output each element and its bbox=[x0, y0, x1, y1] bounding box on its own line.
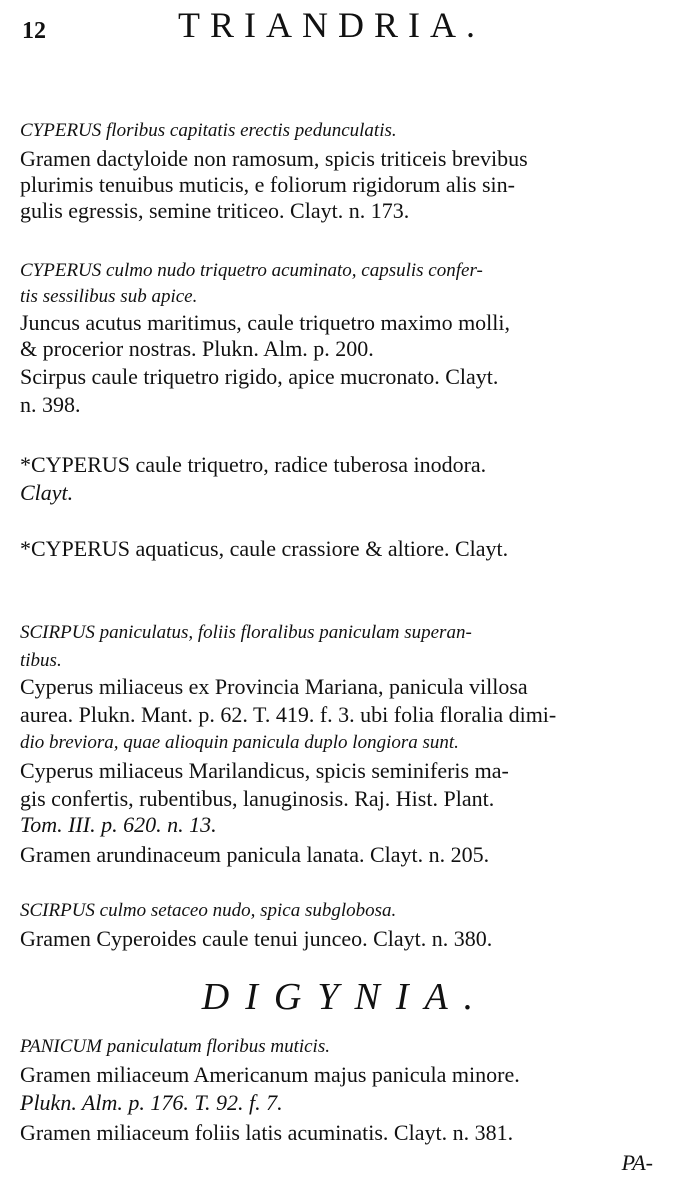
entry-line: Tom. III. p. 620. n. 13. bbox=[20, 812, 217, 837]
entry-line: & procerior nostras. Plukn. Alm. p. 200. bbox=[20, 336, 374, 361]
entry-line: aurea. Plukn. Mant. p. 62. T. 419. f. 3. ubi folia floralia dimi- bbox=[20, 702, 557, 727]
entry-line: n. 398. bbox=[20, 392, 81, 417]
entry-line: Cyperus miliaceus Marilandicus, spicis seminiferis ma- bbox=[20, 758, 509, 783]
entry-line: Gramen dactyloide non ramosum, spicis triticeis brevibus bbox=[20, 146, 528, 171]
entry-line: gis confertis, rubentibus, lanuginosis. Raj. Hist. Plant. bbox=[20, 786, 495, 811]
entry-line: Juncus acutus maritimus, caule triquetro maximo molli, bbox=[20, 310, 511, 335]
entry-line: Scirpus caule triquetro rigido, apice mucronato. Clayt. bbox=[20, 364, 499, 389]
entry-line: Clayt. bbox=[20, 480, 74, 505]
entry-heading: SCIRPUS culmo setaceo nudo, spica subglobosa. bbox=[20, 900, 397, 921]
entry-line: Gramen arundinaceum panicula lanata. Clayt. n. 205. bbox=[20, 842, 490, 867]
entry-heading-cont: tibus. bbox=[20, 650, 62, 671]
entry-heading: CYPERUS floribus capitatis erectis pedunculatis. bbox=[20, 120, 397, 141]
entry-line: plurimis tenuibus muticis, e foliorum rigidorum alis sin- bbox=[20, 172, 515, 197]
entry-line: Gramen miliaceum foliis latis acuminatis. Clayt. n. 381. bbox=[20, 1120, 514, 1145]
entry-line: Cyperus miliaceus ex Provincia Mariana, panicula villosa bbox=[20, 674, 528, 699]
page-number: 12 bbox=[22, 18, 46, 44]
section-title: DIGYNIA. bbox=[201, 976, 490, 1018]
entry-line: Gramen Cyperoides caule tenui junceo. Clayt. n. 380. bbox=[20, 926, 493, 951]
entry-heading: SCIRPUS paniculatus, foliis floralibus paniculam superan- bbox=[20, 622, 472, 643]
entry-heading-cont: tis sessilibus sub apice. bbox=[20, 286, 198, 307]
catchword: PA- bbox=[621, 1150, 653, 1175]
entry-heading: PANICUM paniculatum floribus muticis. bbox=[20, 1036, 330, 1057]
entry-heading: CYPERUS culmo nudo triquetro acuminato, capsulis confer- bbox=[20, 260, 483, 281]
entry-line: dio breviora, quae alioquin panicula duplo longiora sunt. bbox=[20, 732, 459, 753]
entry-line: Gramen miliaceum Americanum majus panicula minore. bbox=[20, 1062, 520, 1087]
entry-line: Plukn. Alm. p. 176. T. 92. f. 7. bbox=[20, 1090, 283, 1115]
running-head: TRIANDRIA. bbox=[178, 5, 485, 45]
entry-line: *CYPERUS caule triquetro, radice tuberosa inodora. bbox=[20, 452, 487, 477]
entry-line: *CYPERUS aquaticus, caule crassiore & altiore. Clayt. bbox=[20, 536, 509, 561]
entry-line: gulis egressis, semine triticeo. Clayt. n. 173. bbox=[20, 198, 410, 223]
